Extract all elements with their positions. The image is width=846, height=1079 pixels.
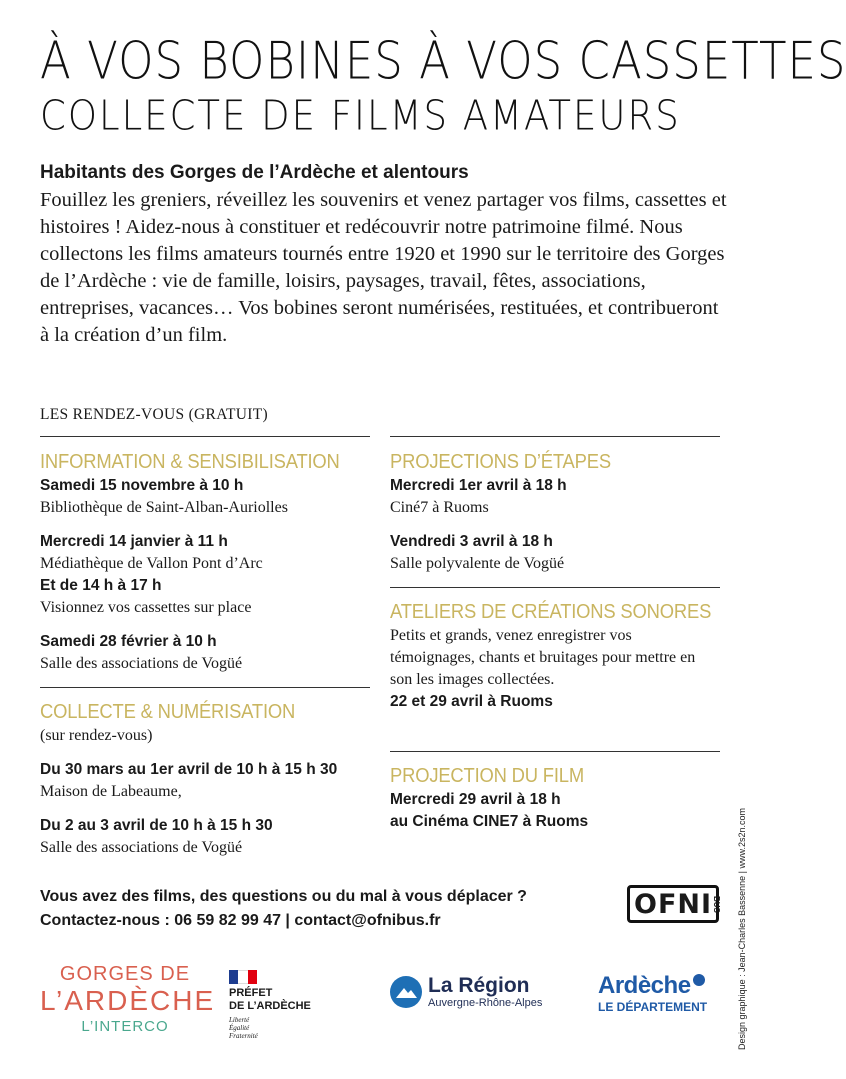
section-collecte	[40, 699, 370, 859]
event-place: Visionnez vos cassettes sur place	[40, 599, 252, 616]
rendezvous-label: LES RENDEZ-VOUS (GRATUIT)	[40, 406, 268, 423]
design-credit: Design graphique : Jean-Charles Bassenne | www.2s2n.com	[737, 808, 747, 1050]
gorges-line1: GORGES DE	[59, 963, 191, 985]
section-title: PROJECTION DU FILM	[390, 765, 584, 787]
intro-heading: Habitants des Gorges de l’Ardèche et alentours	[40, 162, 469, 183]
contact-question: Vous avez des films, des questions ou du mal à vous déplacer ?	[40, 888, 527, 905]
region-logo	[390, 975, 542, 1009]
ardeche-name	[598, 974, 707, 998]
event-place: Médiathèque de Vallon Pont d’Arc	[40, 555, 263, 572]
event-place: Maison de Labeaume,	[40, 783, 182, 800]
ateliers-text: Petits et grands, venez enregistrer vos témoignages, chants et bruitages pour mettre en son les images collectées.	[390, 627, 696, 688]
event-place: Ciné7 à Ruoms	[390, 499, 489, 516]
prefet-line1: PRÉFET	[229, 987, 273, 999]
contact-line[interactable]: Contactez-nous : 06 59 82 99 47 | contact@ofnibus.fr	[40, 912, 441, 929]
region-name: La Région	[428, 974, 530, 997]
event-date: Vendredi 3 avril à 18 h	[390, 533, 553, 550]
title-line2: COLLECTE DE FILMS AMATEURS	[40, 92, 681, 140]
event-place: Salle des associations de Vogüé	[40, 655, 243, 672]
event-date: Samedi 28 février à 10 h	[40, 633, 217, 650]
event-place: Salle polyvalente de Vogüé	[390, 555, 565, 572]
event-date: Du 30 mars au 1er avril de 10 h à 15 h 30	[40, 761, 338, 778]
event-place: au Cinéma CINE7 à Ruoms	[390, 813, 589, 830]
section-subtitle: (sur rendez-vous)	[40, 727, 153, 744]
prefet-logo	[229, 970, 349, 1040]
section-ateliers	[390, 599, 720, 713]
contact-block	[40, 885, 527, 933]
region-subname: Auvergne-Rhône-Alpes	[428, 997, 543, 1009]
gorges-line3: L’INTERCO	[81, 1018, 169, 1035]
gorges-ardeche-logo	[40, 963, 216, 1035]
section-projection-film	[390, 763, 720, 833]
event-place: Bibliothèque de Saint-Alban-Auriolles	[40, 499, 288, 516]
ardeche-swirl-icon	[693, 974, 705, 986]
section-title: ATELIERS DE CRÉATIONS SONORES	[390, 601, 712, 623]
ofni-text: OFNI	[634, 888, 713, 920]
region-mountain-icon	[390, 976, 422, 1008]
divider	[40, 687, 370, 688]
event-date: Mercredi 14 janvier à 11 h	[40, 533, 228, 550]
event-date: Du 2 au 3 avril de 10 h à 15 h 30	[40, 817, 273, 834]
ofni-bus-text: BUS	[712, 895, 722, 913]
section-title: PROJECTIONS D’ÉTAPES	[390, 451, 611, 473]
intro-body: Fouillez les greniers, réveillez les souvenirs et venez partager vos films, cassettes et histoires ! Aidez-nous à constituer et redécouvrir notre patrimoine filmé. Nous collectons les films amateurs tournés entre 1920 et 1990 sur le territoire des Gorges de l’Ardèche : vie de famille, loisirs, paysages, travail, fêtes, associations, entreprises, vacances… Vos bobines seront numérisées, restituées, et contribueront à la création d’un film.	[40, 189, 727, 346]
event-date: Mercredi 1er avril à 18 h	[390, 477, 567, 494]
ardeche-text: Ardèche	[598, 972, 691, 999]
event-date: Mercredi 29 avril à 18 h	[390, 791, 561, 808]
french-flag-icon	[229, 970, 257, 984]
divider	[390, 751, 720, 752]
event-date: 22 et 29 avril à Ruoms	[390, 693, 553, 710]
divider	[40, 436, 370, 437]
divider	[390, 436, 720, 437]
title-line1: À VOS BOBINES À VOS CASSETTES	[40, 30, 846, 91]
ardeche-departement-logo	[598, 974, 707, 1014]
prefet-motto: Liberté Égalité Fraternité	[229, 1016, 258, 1040]
ardeche-sub: LE DÉPARTEMENT	[598, 1000, 708, 1014]
section-title: INFORMATION & SENSIBILISATION	[40, 451, 340, 473]
event-date: Et de 14 h à 17 h	[40, 577, 162, 594]
section-projections-etapes	[390, 449, 720, 575]
section-title: COLLECTE & NUMÉRISATION	[40, 701, 296, 723]
ofnibus-logo	[627, 885, 722, 923]
event-place: Salle des associations de Vogüé	[40, 839, 243, 856]
section-information	[40, 449, 370, 675]
prefet-line2: DE L’ARDÈCHE	[229, 1000, 311, 1012]
event-date: Samedi 15 novembre à 10 h	[40, 477, 244, 494]
divider	[390, 587, 720, 588]
gorges-line2: L’ARDÈCHE	[40, 985, 216, 1016]
